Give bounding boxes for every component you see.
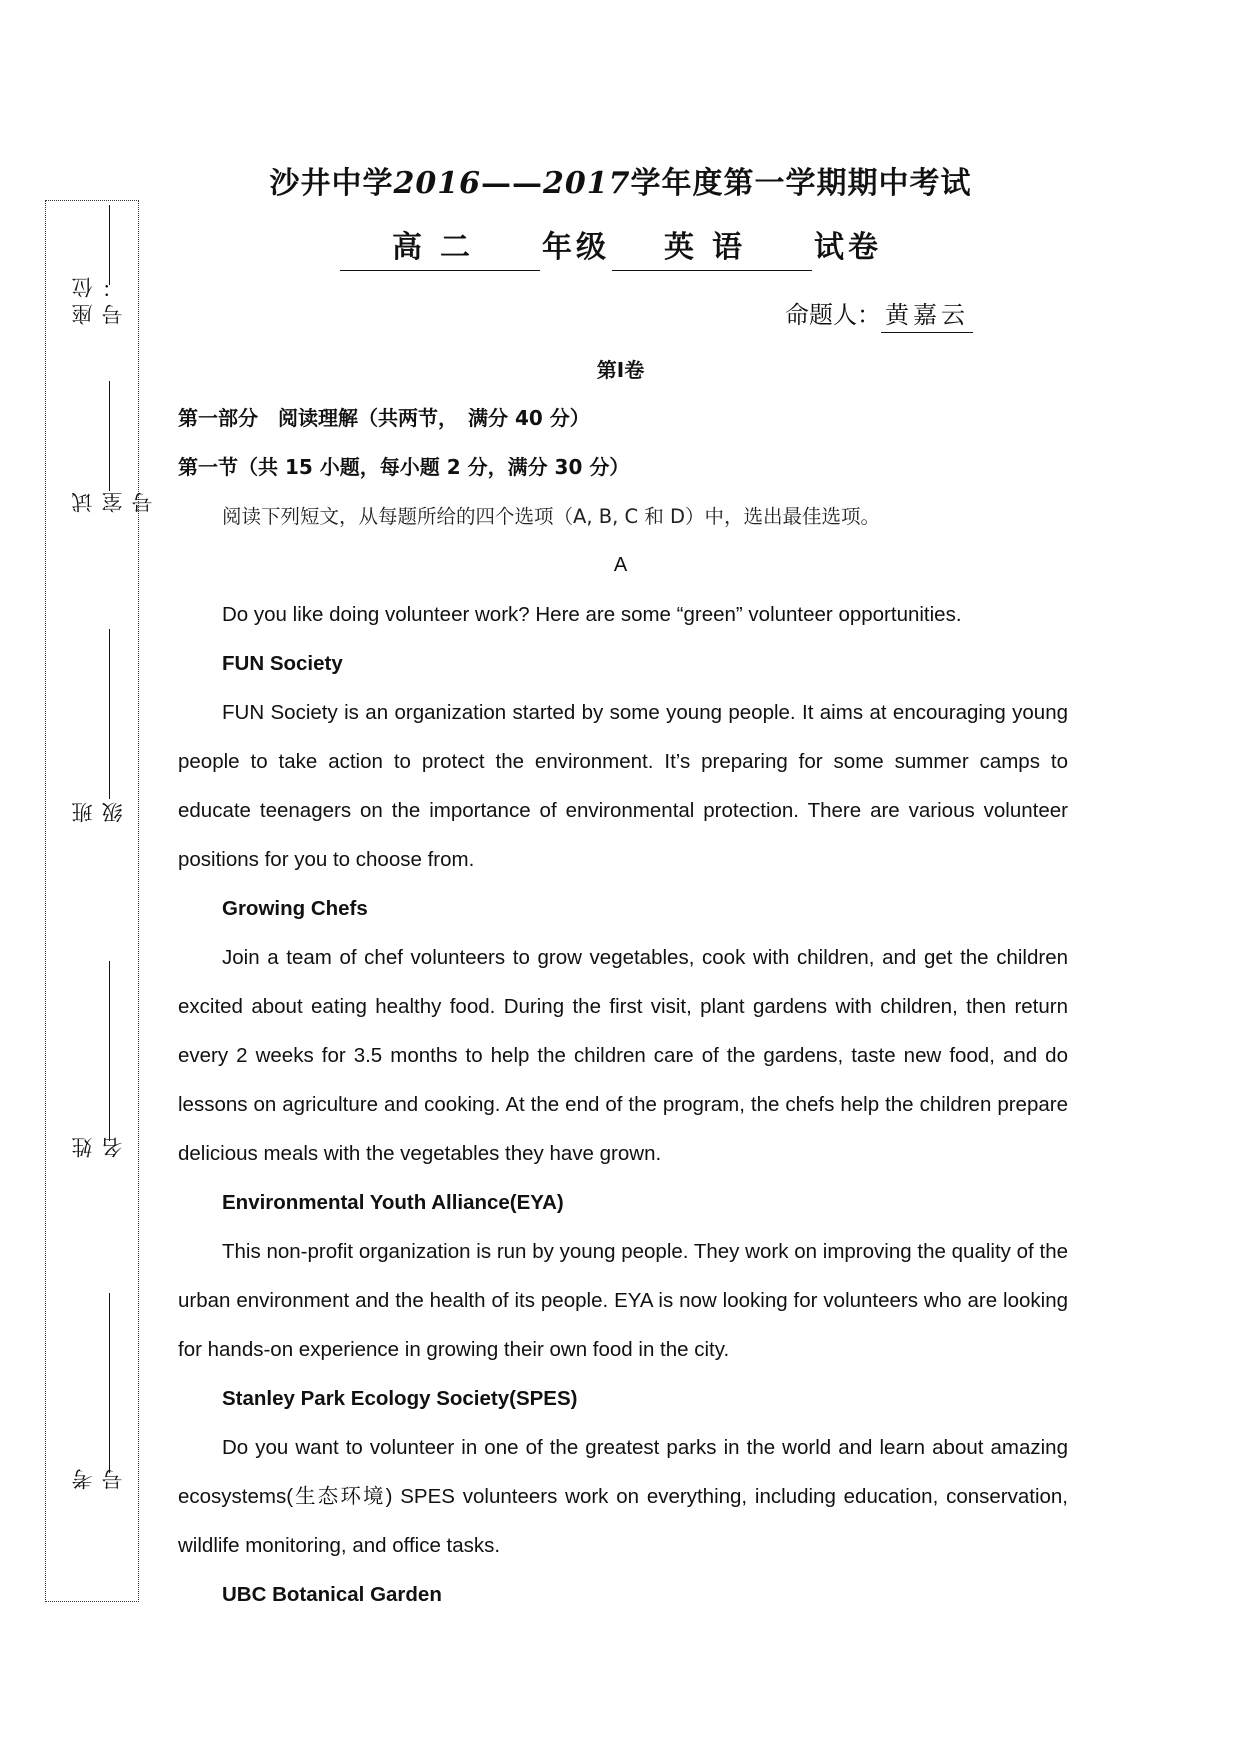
- year-start: 2016: [393, 166, 481, 201]
- room-label: 试室号: [71, 486, 155, 513]
- org-heading: Growing Chefs: [222, 897, 368, 920]
- org-heading: Environmental Youth Alliance(EYA): [222, 1191, 564, 1214]
- seat-label: 座位号：: [71, 271, 125, 325]
- author-label: 命题人：: [785, 301, 881, 329]
- org-description: This non-profit organization is run by young people. They work on improving the quality of the urban environment and the health of its people. EYA is now looking for volunteers who are looking for hands-on experience in growing their own food in the city.: [178, 1240, 1068, 1361]
- org-description: Do you want to volunteer in one of the greatest parks in the world and learn about amazing ecosystems(生态环境) SPES volunteers work on everything, including education, conservation, wildlife monitoring, and office tasks.: [178, 1436, 1068, 1557]
- subject-blank: 英语: [612, 222, 812, 271]
- part-heading: 第一部分 阅读理解（共两节， 满分 40 分）: [178, 406, 590, 430]
- paper-word: 试卷: [814, 230, 882, 265]
- section-heading: 第一节（共 15 小题，每小题 2 分，满分 30 分）: [178, 455, 630, 479]
- grade-word: 年级: [542, 230, 610, 265]
- grade-blank: 高二: [340, 222, 540, 271]
- year-dash: ——: [481, 166, 543, 201]
- exam-no-line[interactable]: [109, 1293, 111, 1473]
- org-heading: FUN Society: [222, 652, 343, 675]
- passage-label: A: [613, 554, 628, 576]
- class-label: 班级: [71, 796, 125, 823]
- org-heading: Stanley Park Ecology Society(SPES): [222, 1387, 578, 1410]
- author-line: [785, 295, 973, 333]
- volume-heading: 第Ⅰ卷: [596, 360, 645, 382]
- binding-margin: [45, 200, 155, 1602]
- class-line[interactable]: [109, 629, 111, 799]
- passage-intro: Do you like doing volunteer work? Here are some “green” volunteer opportunities.: [222, 603, 962, 626]
- org-description: FUN Society is an organization started by some young people. It aims at encouraging young people to take action to protect the environment. It’s preparing for some summer camps to educate teenagers on the importance of environmental protection. There are various volunteer positions for you to choose from.: [178, 701, 1068, 871]
- exam-name: 学年度第一学期期中考试: [630, 166, 972, 201]
- name-line[interactable]: [109, 961, 111, 1141]
- exam-subtitle: [340, 222, 884, 271]
- exam-no-label: 考号: [71, 1463, 125, 1490]
- seat-line[interactable]: [109, 205, 111, 285]
- name-label: 姓名: [71, 1131, 125, 1158]
- school-name: 沙井中学: [269, 166, 394, 201]
- org-description: Join a team of chef volunteers to grow vegetables, cook with children, and get the children excited about eating healthy food. During the first visit, plant gardens with children, then return every 2 weeks for 3.5 months to help the children care of the gardens, taste new food, and do lessons on agriculture and cooking. At the end of the program, the chefs help the children prepare delicious meals with the vegetables they have grown.: [178, 946, 1068, 1165]
- author-name: 黄嘉云: [881, 295, 973, 333]
- org-heading: UBC Botanical Garden: [222, 1583, 442, 1606]
- instruction: 阅读下列短文，从每题所给的四个选项（A, B, C 和 D）中，选出最佳选项。: [222, 505, 881, 528]
- room-line[interactable]: [109, 381, 111, 491]
- exam-title: [0, 158, 1241, 202]
- year-end: 2017: [543, 166, 631, 201]
